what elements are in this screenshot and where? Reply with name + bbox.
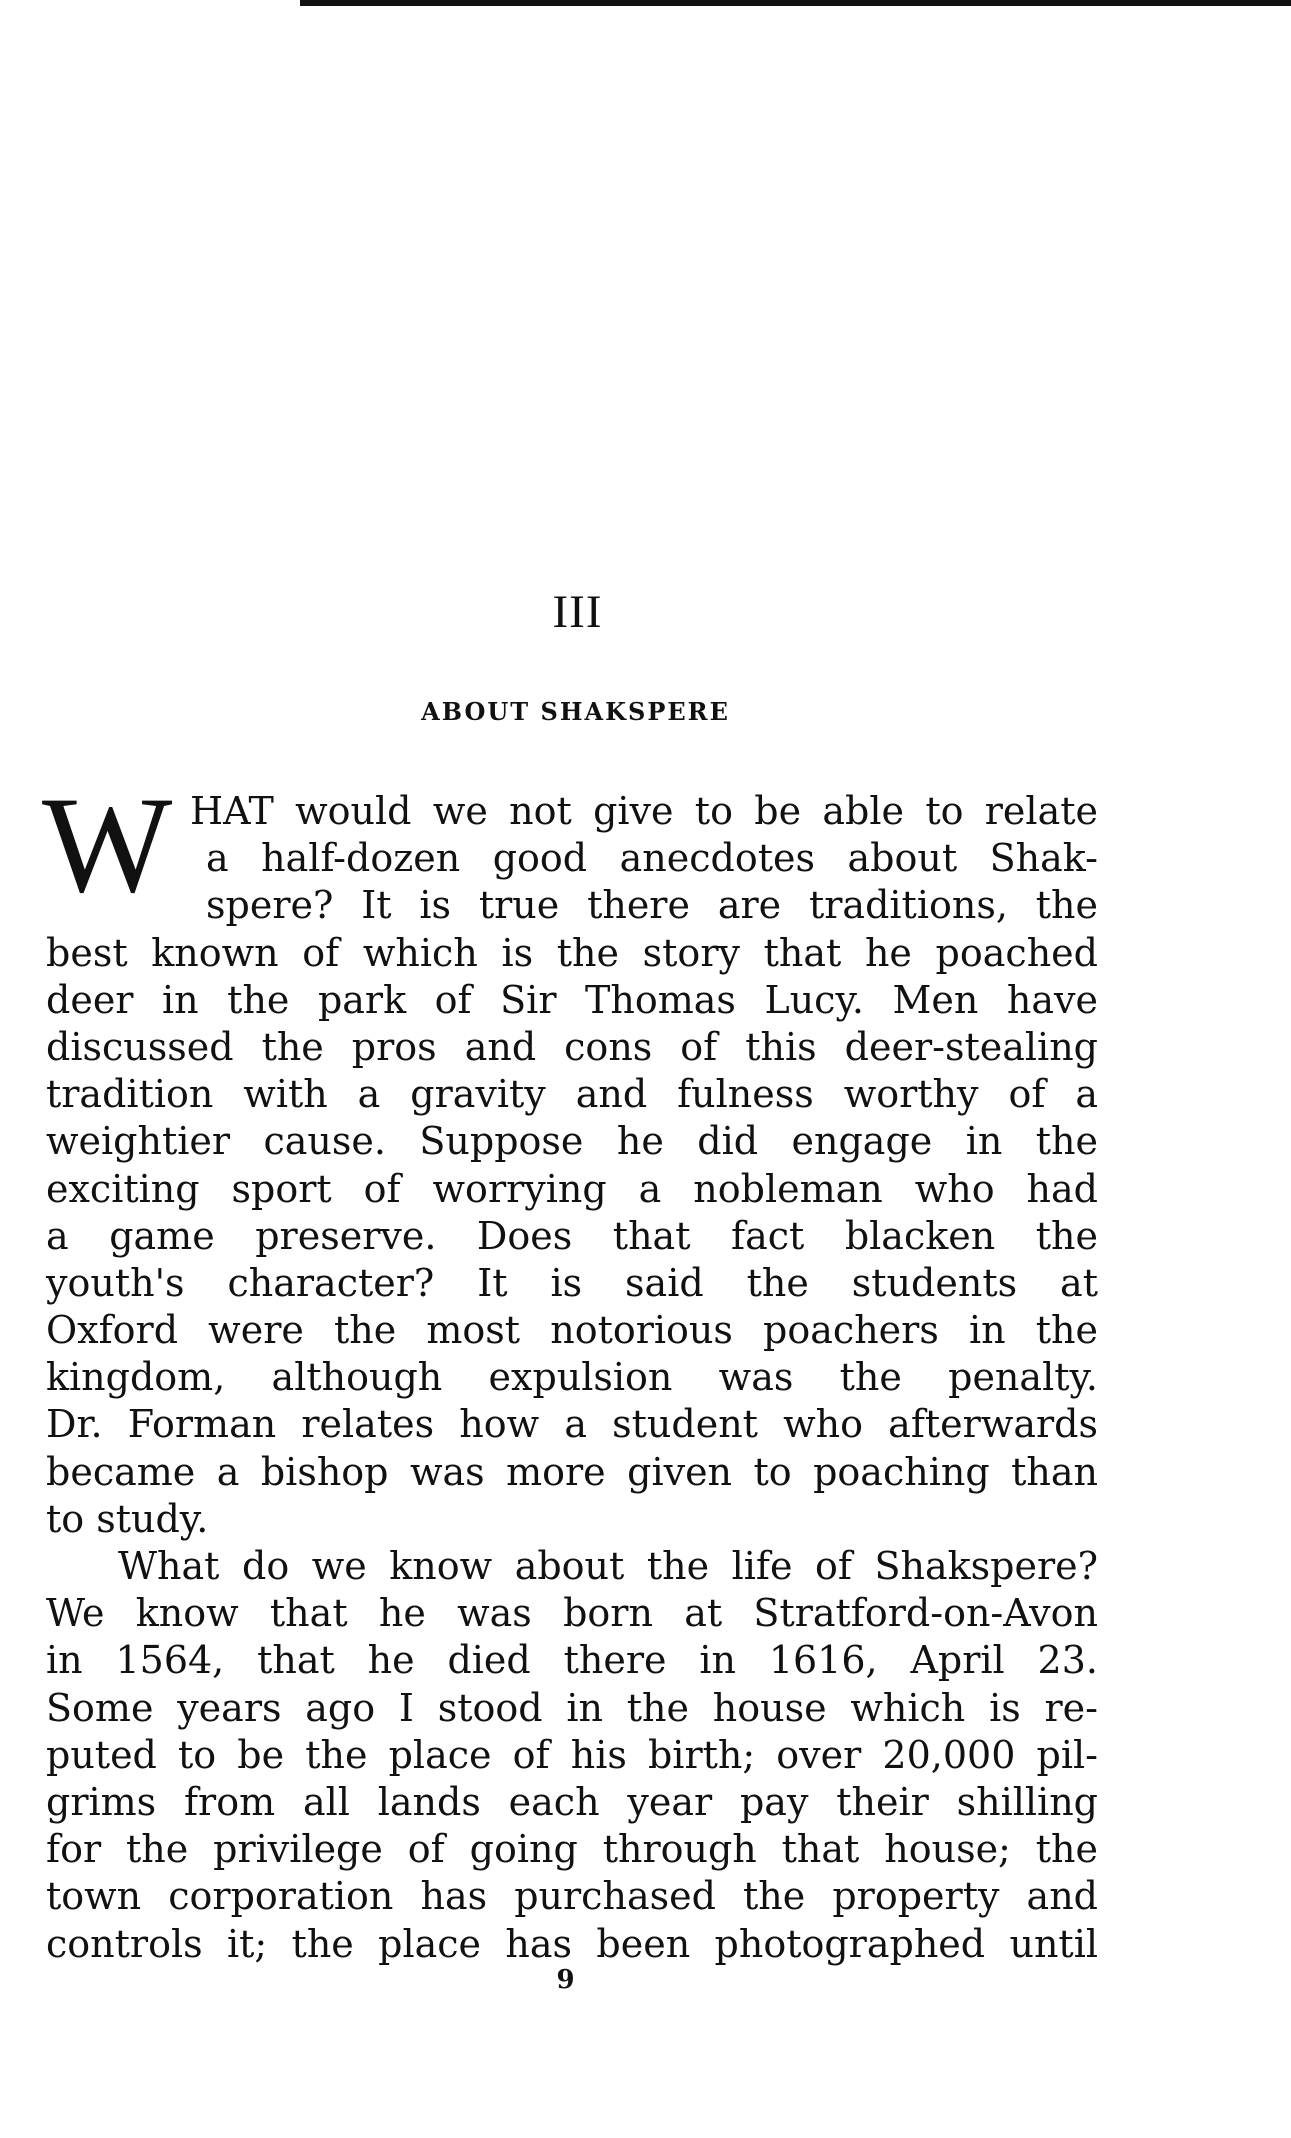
text-line: Dr. Forman relates how a student who afterwards [46,1402,1098,1447]
page-number: 9 [556,1965,575,1995]
text-line: controls it; the place has been photographed until [46,1921,1098,1966]
text-line: best known of which is the story that he poached [46,930,1098,975]
text-line: Oxford were the most notorious poachers in the [46,1308,1098,1353]
text-line: We know that he was born at Stratford-on-Avon [46,1591,1098,1636]
text-line: became a bishop was more given to poaching than [46,1449,1098,1494]
text-line: town corporation has purchased the property and [46,1874,1098,1919]
text-line: What do we know about the life of Shakspere? [118,1544,1098,1588]
text-line: discussed the pros and cons of this deer-stealing [46,1024,1098,1069]
body-text [42,768,1098,1968]
text-line: spere? It is true there are traditions, the [206,883,1098,928]
drop-cap: W [42,768,173,921]
top-rule [300,0,1291,6]
text-line: tradition with a gravity and fulness worthy of a [46,1072,1098,1117]
text-line: exciting sport of worrying a nobleman who had [46,1166,1098,1211]
text-line: puted to be the place of his birth; over 20,000 pil- [46,1732,1098,1777]
paragraph-1 [46,788,1098,1543]
text-line: weightier cause. Suppose he did engage in the [46,1119,1098,1164]
text-line: HAT would we not give to be able to relate [190,789,1098,833]
text-line: grims from all lands each year pay their shilling [46,1779,1098,1824]
text-line: a half-dozen good anecdotes about Shak- [206,836,1098,881]
text-line: kingdom, although expulsion was the penalty. [46,1355,1098,1400]
chapter-number: III [552,586,603,638]
text-line: for the privilege of going through that house; the [46,1827,1098,1872]
paragraph-2 [46,1543,1098,1968]
text-line: to study. [46,1496,209,1541]
text-line: Some years ago I stood in the house which is re- [46,1685,1098,1730]
chapter-title: ABOUT SHAKSPERE [421,697,730,726]
text-line: in 1564, that he died there in 1616, April 23. [46,1638,1098,1683]
text-line: a game preserve. Does that fact blacken the [46,1213,1098,1258]
text-line: deer in the park of Sir Thomas Lucy. Men have [46,977,1098,1022]
text-line: youth's character? It is said the students at [46,1260,1098,1305]
